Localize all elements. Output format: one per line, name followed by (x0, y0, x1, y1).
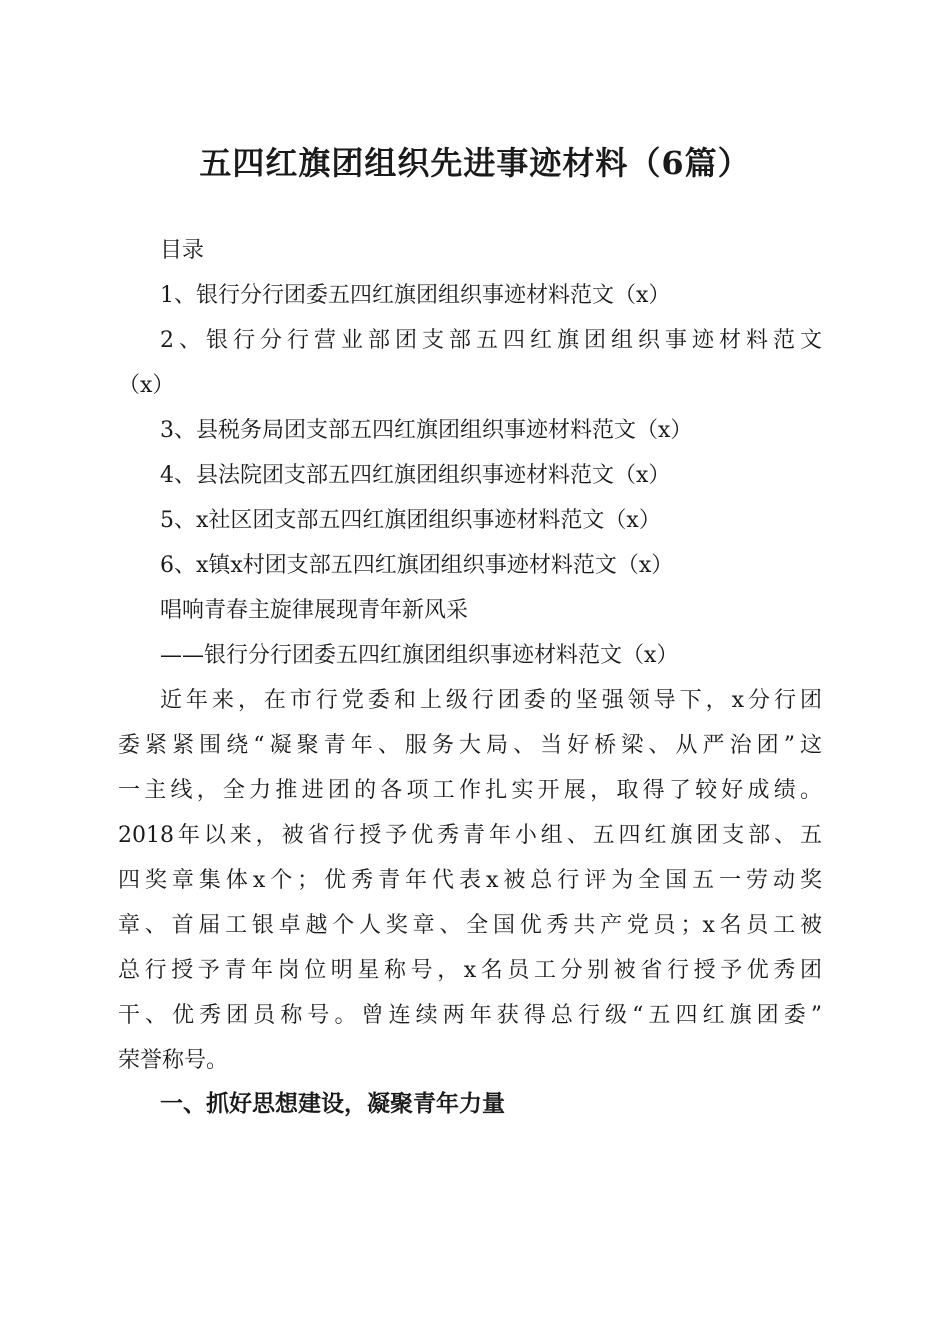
toc-item-4: 4、县法院团支部五四红旗团组织事迹材料范文（x） (160, 463, 671, 488)
paragraph-line: 干、优秀团员称号。曾连续两年获得总行级“五四红旗团委” (118, 1003, 822, 1028)
paragraph-line: 一主线，全力推进团的各项工作扎实开展，取得了较好成绩。 (118, 778, 822, 803)
toc-item-6: 6、x镇x村团支部五四红旗团组织事迹材料范文（x） (160, 553, 674, 578)
paragraph-line: 近年来，在市行党委和上级行团委的坚强领导下，x分行团 (160, 688, 822, 713)
paragraph-line: 总行授予青年岗位明星称号，x名员工分别被省行授予优秀团 (118, 958, 822, 983)
toc-heading: 目录 (160, 238, 205, 263)
paragraph-line: 2018年以来，被省行授予优秀青年小组、五四红旗团支部、五 (118, 823, 822, 848)
paragraph-line: 章、首届工银卓越个人奖章、全国优秀共产党员；x名员工被 (118, 913, 822, 938)
toc-item-1: 1、银行分行团委五四红旗团组织事迹材料范文（x） (160, 283, 671, 308)
toc-item-2-continuation: （x） (118, 373, 175, 398)
toc-item-2: 2、银行分行营业部团支部五四红旗团组织事迹材料范文 (160, 328, 822, 353)
section-heading: 一、抓好思想建设，凝聚青年力量 (160, 1091, 505, 1117)
paragraph-line: 委紧紧围绕“凝聚青年、服务大局、当好桥梁、从严治团”这 (118, 733, 822, 758)
document-title: 五四红旗团组织先进事迹材料（6篇） (199, 144, 751, 182)
article-subtitle: ——银行分行团委五四红旗团组织事迹材料范文（x） (160, 643, 679, 668)
toc-item-3: 3、县税务局团支部五四红旗团组织事迹材料范文（x） (160, 418, 693, 443)
toc-item-5: 5、x社区团支部五四红旗团组织事迹材料范文（x） (160, 508, 661, 533)
article-title: 唱响青春主旋律展现青年新风采 (160, 598, 469, 623)
paragraph-line: 四奖章集体x个；优秀青年代表x被总行评为全国五一劳动奖 (118, 868, 822, 893)
paragraph-line: 荣誉称号。 (118, 1048, 229, 1073)
